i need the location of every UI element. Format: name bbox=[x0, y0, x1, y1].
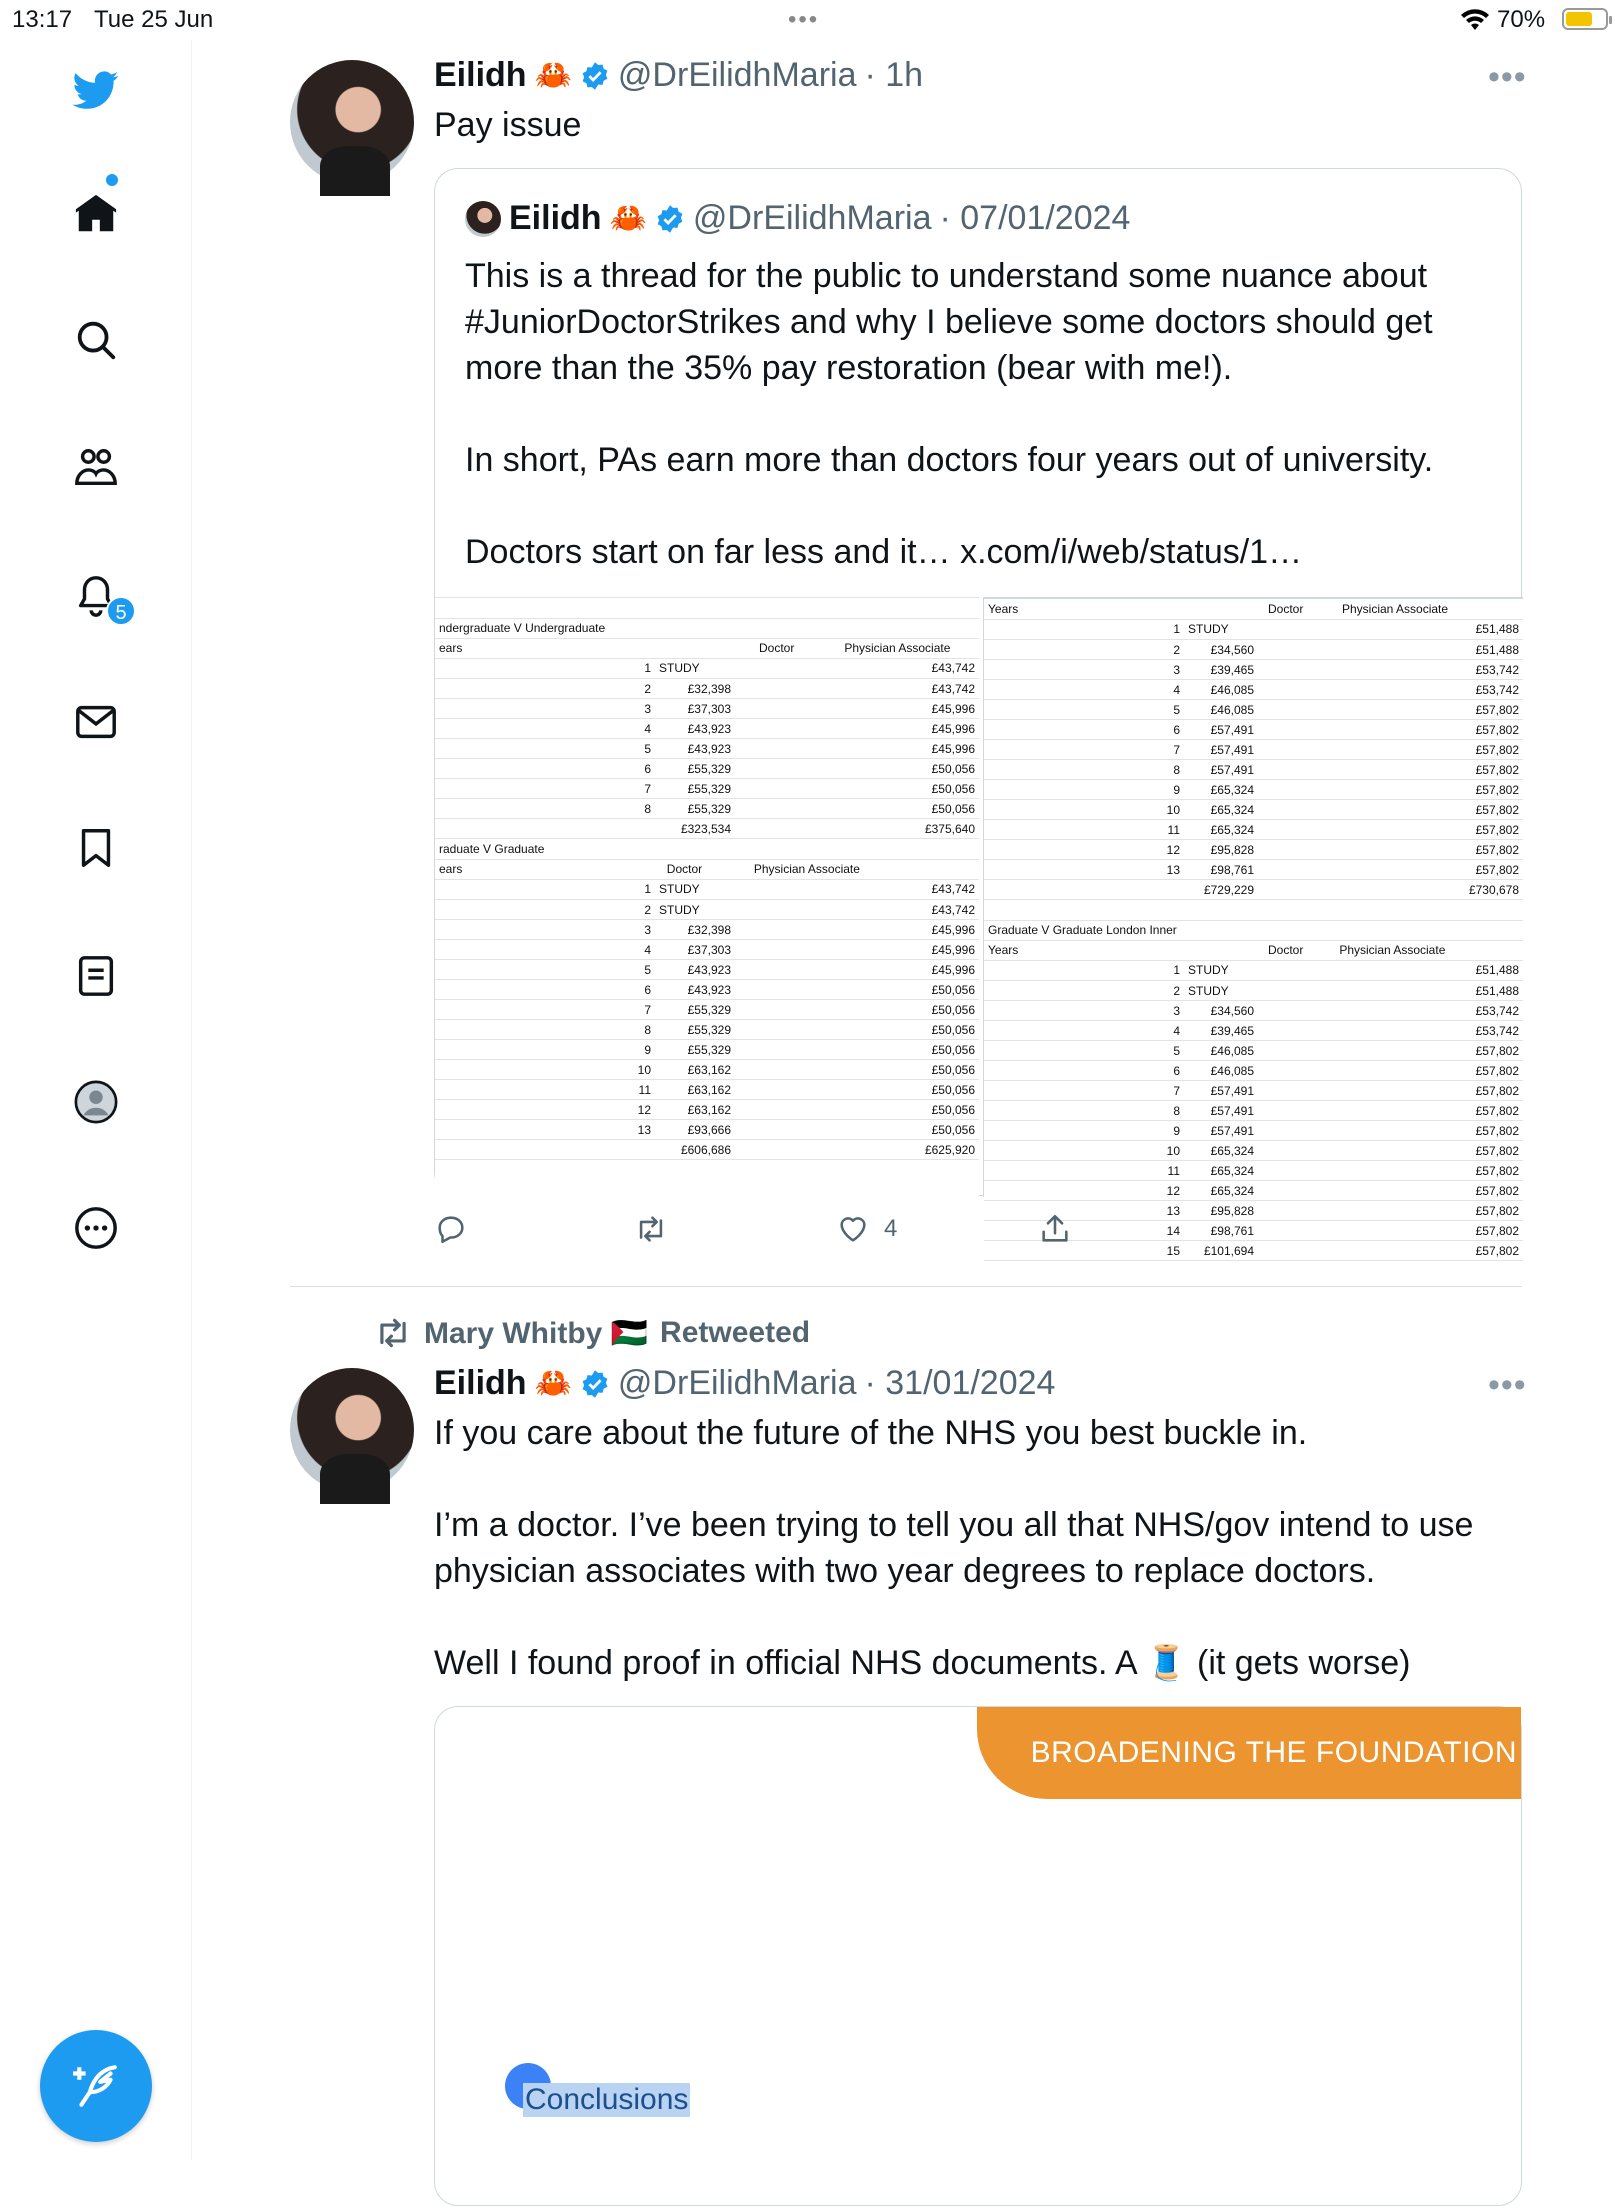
sheet-cell: £43,923 bbox=[655, 960, 735, 980]
retweeted-label: Retweeted bbox=[660, 1316, 811, 1349]
sheet-cell: £57,491 bbox=[1184, 1121, 1258, 1141]
sheet-cell: 6 bbox=[984, 1061, 1184, 1081]
tweet1-header bbox=[434, 56, 923, 95]
verified-badge-icon bbox=[655, 204, 685, 234]
sheet-cell: £57,802 bbox=[1258, 860, 1523, 880]
sheet-cell: £57,802 bbox=[1258, 1161, 1523, 1181]
sheet-cell: 2 bbox=[984, 640, 1184, 660]
sheet-row bbox=[984, 1081, 1523, 1101]
sheet-cell: 10 bbox=[435, 1060, 655, 1080]
sheet-cell: £43,742 bbox=[735, 880, 979, 900]
sheet-cell: £51,488 bbox=[1258, 961, 1523, 981]
sheet-cell: £57,802 bbox=[1258, 1081, 1523, 1101]
sheet-row bbox=[435, 659, 979, 679]
sheet-cell: £57,802 bbox=[1258, 1101, 1523, 1121]
sheet-cell: 3 bbox=[435, 920, 655, 940]
sheet-cell: £55,329 bbox=[655, 759, 735, 779]
sheet-cell: £37,303 bbox=[655, 699, 735, 719]
communities-icon[interactable] bbox=[68, 440, 124, 496]
quote-avatar bbox=[465, 201, 501, 237]
spreadsheet-image-right[interactable] bbox=[983, 597, 1523, 1258]
sheet-title: ndergraduate V Undergraduate bbox=[435, 618, 755, 638]
sheet-cell: 5 bbox=[984, 1041, 1184, 1061]
sheet-cell: £57,802 bbox=[1258, 1141, 1523, 1161]
tweet1-handle[interactable]: @DrEilidhMaria bbox=[617, 56, 857, 94]
sheet-row bbox=[984, 1021, 1523, 1041]
battery-percent: 70% bbox=[1497, 6, 1546, 33]
sheet-cell: £63,162 bbox=[655, 1080, 735, 1100]
sheet-col-doctor: Doctor bbox=[663, 859, 750, 879]
sheet-cell: £43,742 bbox=[735, 679, 979, 699]
tweet2-text: If you care about the future of the NHS you best buckle in. I’m a doctor. I’ve been trying to tell you all that NHS/gov intend to use physician associates with two year degrees to replace doctors. Well I found proof in official NHS documents. A 🧵 (it gets worse) bbox=[434, 1414, 1474, 1682]
sheet-cell: 1 bbox=[984, 961, 1184, 981]
sheet-cell: £57,802 bbox=[1258, 720, 1523, 740]
sheet-cell: £55,329 bbox=[655, 1020, 735, 1040]
sheet-cell: 1 bbox=[984, 620, 1184, 640]
sheet-row bbox=[435, 980, 979, 1000]
sheet-row bbox=[435, 1040, 979, 1060]
sheet-col-doctor: Doctor bbox=[755, 638, 840, 658]
sheet-row bbox=[435, 1100, 979, 1120]
sheet-cell: £65,324 bbox=[1184, 1161, 1258, 1181]
tweet1-avatar[interactable] bbox=[290, 60, 414, 184]
tweet2-author-name[interactable]: Eilidh bbox=[434, 1364, 527, 1402]
sheet-cell: 12 bbox=[435, 1100, 655, 1120]
sheet-cell: £43,923 bbox=[655, 980, 735, 1000]
sheet-cell: £46,085 bbox=[1184, 680, 1258, 700]
sheet-cell: £606,686 bbox=[655, 1140, 735, 1160]
like-button[interactable] bbox=[836, 1212, 897, 1246]
sheet-cell: £65,324 bbox=[1184, 1141, 1258, 1161]
sheet-cell: £45,996 bbox=[735, 699, 979, 719]
sheet-row bbox=[984, 700, 1523, 720]
sheet-cell: STUDY bbox=[655, 659, 735, 679]
sheet-cell: 4 bbox=[435, 719, 655, 739]
retweeted-by-name[interactable]: Mary Whitby 🇵🇸 bbox=[424, 1316, 649, 1350]
sheet-row bbox=[984, 820, 1523, 840]
sheet-cell: £53,742 bbox=[1258, 1021, 1523, 1041]
sheet-cell: 6 bbox=[984, 720, 1184, 740]
tweet2-image[interactable] bbox=[434, 1706, 1522, 2206]
sheet-cell: £57,802 bbox=[1258, 760, 1523, 780]
tweet1-time[interactable]: · 1h bbox=[864, 56, 924, 94]
spreadsheet-image-left[interactable] bbox=[435, 597, 979, 1197]
sheet-cell: £53,742 bbox=[1258, 1001, 1523, 1021]
sheet-cell: £46,085 bbox=[1184, 700, 1258, 720]
sheet-cell: 9 bbox=[984, 1121, 1184, 1141]
sheet-row bbox=[435, 699, 979, 719]
twitter-logo-icon[interactable] bbox=[68, 62, 124, 118]
sheet-row bbox=[984, 1101, 1523, 1121]
sheet-cell: £65,324 bbox=[1184, 800, 1258, 820]
sheet-cell: £57,802 bbox=[1258, 1221, 1523, 1241]
sheet-cell: £50,056 bbox=[735, 1040, 979, 1060]
quote-handle: @DrEilidhMaria bbox=[692, 199, 932, 237]
sheet-cell: 12 bbox=[984, 840, 1184, 860]
sheet-row bbox=[435, 719, 979, 739]
sheet-row bbox=[435, 1140, 979, 1160]
sheet-row bbox=[435, 1080, 979, 1100]
sheet-row bbox=[435, 739, 979, 759]
home-icon[interactable] bbox=[68, 186, 124, 242]
sheet-cell: £101,694 bbox=[1184, 1241, 1258, 1261]
sheet-cell: £50,056 bbox=[735, 1080, 979, 1100]
sheet-cell: £57,802 bbox=[1258, 820, 1523, 840]
sheet-cell: £51,488 bbox=[1258, 640, 1523, 660]
sheet-cell: £55,329 bbox=[655, 1000, 735, 1020]
heart-icon bbox=[836, 1212, 870, 1246]
verified-badge-icon bbox=[580, 1369, 610, 1399]
sheet-cell: 5 bbox=[984, 700, 1184, 720]
sheet-cell: £57,802 bbox=[1258, 780, 1523, 800]
sheet-cell: £55,329 bbox=[655, 779, 735, 799]
sheet-cell: 7 bbox=[435, 1000, 655, 1020]
sheet-cell: £57,802 bbox=[1258, 740, 1523, 760]
sheet-cell: 4 bbox=[984, 1021, 1184, 1041]
sheet-cell: £46,085 bbox=[1184, 1041, 1258, 1061]
sheet-cell: £43,923 bbox=[655, 739, 735, 759]
sheet-cell: £65,324 bbox=[1184, 780, 1258, 800]
tweet2-header bbox=[434, 1364, 1055, 1403]
sheet-col-doctor: Doctor bbox=[1264, 940, 1335, 960]
sheet-row bbox=[984, 981, 1523, 1001]
quote-header bbox=[465, 199, 1130, 238]
sheet-cell: £57,802 bbox=[1258, 840, 1523, 860]
sheet-cell: £375,640 bbox=[735, 819, 979, 839]
sheet-cell: STUDY bbox=[655, 880, 735, 900]
tweet2-handle[interactable]: @DrEilidhMaria bbox=[617, 1364, 857, 1402]
sheet-cell: 2 bbox=[435, 900, 655, 920]
sheet-col-pa: Physician Associate bbox=[1335, 940, 1523, 960]
sheet-cell: £57,491 bbox=[1184, 720, 1258, 740]
quote-tweet-card[interactable] bbox=[434, 168, 1522, 1258]
sheet-row bbox=[984, 1141, 1523, 1161]
sheet-cell: £50,056 bbox=[735, 1000, 979, 1020]
profile-avatar-icon[interactable] bbox=[68, 1074, 124, 1130]
sheet-row bbox=[984, 840, 1523, 860]
status-time: 13:17 bbox=[12, 6, 73, 33]
messages-envelope-icon[interactable] bbox=[68, 694, 124, 750]
sheet-cell: £63,162 bbox=[655, 1100, 735, 1120]
sheet-cell bbox=[435, 819, 655, 839]
sheet-cell: £50,056 bbox=[735, 1060, 979, 1080]
sheet-cell: 1 bbox=[435, 659, 655, 679]
reply-button[interactable] bbox=[434, 1212, 468, 1246]
quote-text: This is a thread for the public to understand some nuance about #JuniorDoctorStrikes and why I believe some doctors should get more than the 35% pay restoration (bear with me!). In short, PAs earn more than doctors four years out of university. Doctors start on far less and it… x.com/i/web/status/1… bbox=[465, 257, 1434, 571]
sheet-cell bbox=[435, 1140, 655, 1160]
verified-badge-icon bbox=[580, 61, 610, 91]
sheet-row bbox=[435, 799, 979, 819]
sheet-cell: £729,229 bbox=[1184, 880, 1258, 900]
sheet-cell: £57,491 bbox=[1184, 740, 1258, 760]
sheet-cell: 2 bbox=[984, 981, 1184, 1001]
tweet1-more-button[interactable]: ••• bbox=[1488, 58, 1527, 96]
sheet-cell: £323,534 bbox=[655, 819, 735, 839]
sheet-row bbox=[984, 760, 1523, 780]
sheet-row bbox=[984, 660, 1523, 680]
sheet-row bbox=[435, 900, 979, 920]
sheet-row bbox=[984, 1001, 1523, 1021]
sheet-cell: £43,923 bbox=[655, 719, 735, 739]
sheet-cell: STUDY bbox=[1184, 620, 1258, 640]
sheet-cell: £55,329 bbox=[655, 799, 735, 819]
sheet-cell: £43,742 bbox=[735, 900, 979, 920]
tweet2-more-button[interactable]: ••• bbox=[1488, 1366, 1527, 1404]
sheet-row bbox=[984, 720, 1523, 740]
sheet-row bbox=[435, 1000, 979, 1020]
retweeted-by-line bbox=[374, 1314, 810, 1352]
sheet-cell: £53,742 bbox=[1258, 660, 1523, 680]
sheet-cell: 14 bbox=[984, 1221, 1184, 1241]
sheet-row bbox=[435, 1020, 979, 1040]
sheet-cell: 6 bbox=[435, 759, 655, 779]
sheet-cell: £57,802 bbox=[1258, 1201, 1523, 1221]
sheet-cell: £65,324 bbox=[1184, 1181, 1258, 1201]
sheet-col-pa: Physician Associate bbox=[1338, 599, 1523, 619]
sheet-cell: 6 bbox=[435, 980, 655, 1000]
sheet-col-pa: Physician Associate bbox=[840, 638, 979, 658]
tweet1-author-name[interactable]: Eilidh bbox=[434, 56, 527, 94]
sheet-cell: £57,802 bbox=[1258, 1061, 1523, 1081]
sheet-title: Graduate V Graduate London Inner bbox=[984, 920, 1264, 940]
share-button[interactable] bbox=[1038, 1212, 1072, 1246]
retweet-button[interactable] bbox=[634, 1212, 668, 1246]
search-icon[interactable] bbox=[68, 312, 124, 368]
sheet-row bbox=[435, 920, 979, 940]
quote-time: · 07/01/2024 bbox=[939, 199, 1131, 237]
sheet-cell: £45,996 bbox=[735, 739, 979, 759]
sheet-cell: £65,324 bbox=[1184, 820, 1258, 840]
sheet-row bbox=[984, 680, 1523, 700]
sheet-cell bbox=[984, 880, 1184, 900]
sheet-cell: £45,996 bbox=[735, 719, 979, 739]
sheet-cell: 7 bbox=[984, 1081, 1184, 1101]
status-date: Tue 25 Jun bbox=[94, 6, 214, 33]
sheet-cell: £625,920 bbox=[735, 1140, 979, 1160]
sheet-cell: £57,802 bbox=[1258, 700, 1523, 720]
sheet-cell: £57,802 bbox=[1258, 800, 1523, 820]
sheet-row bbox=[984, 740, 1523, 760]
sheet-cell: 1 bbox=[435, 880, 655, 900]
sheet-row bbox=[984, 640, 1523, 660]
sheet-col-doctor: Doctor bbox=[1264, 599, 1338, 619]
sheet-col-pa: Physician Associate bbox=[750, 859, 979, 879]
sheet-cell: £43,742 bbox=[735, 659, 979, 679]
sheet-row bbox=[984, 620, 1523, 640]
sheet-cell: 9 bbox=[435, 1040, 655, 1060]
sheet-cell: 4 bbox=[984, 680, 1184, 700]
sheet-title: raduate V Graduate bbox=[435, 839, 663, 859]
sheet-cell: £57,491 bbox=[1184, 1101, 1258, 1121]
sheet-cell: £50,056 bbox=[735, 779, 979, 799]
sheet-cell: 4 bbox=[435, 940, 655, 960]
sheet-cell: £50,056 bbox=[735, 1100, 979, 1120]
sheet-cell: £57,491 bbox=[1184, 1081, 1258, 1101]
sheet-cell: £57,491 bbox=[1184, 760, 1258, 780]
sheet-row bbox=[984, 961, 1523, 981]
sheet-row bbox=[984, 860, 1523, 880]
sheet-cell: £51,488 bbox=[1258, 981, 1523, 1001]
sheet-cell: £50,056 bbox=[735, 759, 979, 779]
sheet-cell: £53,742 bbox=[1258, 680, 1523, 700]
sheet-cell: £32,398 bbox=[655, 679, 735, 699]
sheet-cell: £98,761 bbox=[1184, 1221, 1258, 1241]
sheet-cell: £57,802 bbox=[1258, 1041, 1523, 1061]
sheet-cell: 3 bbox=[435, 699, 655, 719]
sheet-cell: £95,828 bbox=[1184, 1201, 1258, 1221]
sheet-row bbox=[984, 800, 1523, 820]
sheet-cell: £50,056 bbox=[735, 980, 979, 1000]
sheet-cell: 7 bbox=[435, 779, 655, 799]
sheet-cell: 5 bbox=[435, 739, 655, 759]
tweet1-text: Pay issue bbox=[434, 106, 582, 144]
tweet1-actions bbox=[434, 1212, 1522, 1262]
sheet-row bbox=[435, 779, 979, 799]
tweet2-time[interactable]: · 31/01/2024 bbox=[864, 1364, 1056, 1402]
retweet-icon bbox=[374, 1314, 412, 1352]
sheet-cell: 8 bbox=[435, 799, 655, 819]
feather-plus-icon bbox=[71, 2061, 121, 2111]
sheet-cell: 9 bbox=[984, 780, 1184, 800]
sheet-row bbox=[984, 1161, 1523, 1181]
sheet-col-years: ears bbox=[435, 638, 755, 658]
sheet-cell: 15 bbox=[984, 1241, 1184, 1261]
sheet-cell: 8 bbox=[435, 1020, 655, 1040]
sheet-cell: STUDY bbox=[655, 900, 735, 920]
wifi-icon bbox=[1460, 8, 1490, 39]
sheet-cell: £37,303 bbox=[655, 940, 735, 960]
selected-text-conclusions: Conclusions bbox=[525, 2083, 689, 2116]
sheet-cell: £93,666 bbox=[655, 1120, 735, 1140]
sheet-cell: 8 bbox=[984, 760, 1184, 780]
tweet-divider bbox=[290, 1286, 1522, 1287]
sheet-cell: £63,162 bbox=[655, 1060, 735, 1080]
sheet-col-years: ears bbox=[435, 859, 663, 879]
sidebar bbox=[0, 40, 192, 2160]
sheet-row bbox=[435, 960, 979, 980]
compose-tweet-button[interactable] bbox=[40, 2030, 152, 2142]
multitasking-dots[interactable]: ••• bbox=[788, 6, 820, 33]
sheet-cell: 7 bbox=[984, 740, 1184, 760]
share-icon bbox=[1038, 1212, 1072, 1246]
crab-emoji: 🦀 bbox=[534, 1367, 572, 1400]
bookmark-icon[interactable] bbox=[68, 820, 124, 876]
sheet-row bbox=[984, 780, 1523, 800]
sheet-row bbox=[984, 1041, 1523, 1061]
quote-author-name: Eilidh bbox=[509, 199, 602, 237]
sheet-cell: £730,678 bbox=[1258, 880, 1523, 900]
sheet-row bbox=[435, 679, 979, 699]
sheet-cell: 13 bbox=[435, 1120, 655, 1140]
sheet-cell: £39,465 bbox=[1184, 660, 1258, 680]
sheet-cell: £57,802 bbox=[1258, 1181, 1523, 1201]
sheet-col-years: Years bbox=[984, 599, 1264, 619]
sheet-row bbox=[984, 880, 1523, 900]
sheet-row bbox=[984, 1181, 1523, 1201]
sheet-cell: £50,056 bbox=[735, 1120, 979, 1140]
sheet-cell: 11 bbox=[984, 820, 1184, 840]
sheet-cell: STUDY bbox=[1184, 961, 1258, 981]
status-bar bbox=[0, 0, 1620, 40]
sheet-cell: £98,761 bbox=[1184, 860, 1258, 880]
like-count: 4 bbox=[884, 1215, 898, 1242]
retweet-icon bbox=[634, 1212, 668, 1246]
sheet-cell: £45,996 bbox=[735, 940, 979, 960]
sheet-cell: £46,085 bbox=[1184, 1061, 1258, 1081]
sheet-row bbox=[435, 1060, 979, 1080]
sheet-cell: £57,802 bbox=[1258, 1121, 1523, 1141]
battery-icon bbox=[1562, 8, 1608, 30]
sheet-cell: 13 bbox=[984, 860, 1184, 880]
sheet-cell: £95,828 bbox=[1184, 840, 1258, 860]
crab-emoji: 🦀 bbox=[534, 59, 572, 92]
sheet-cell: 8 bbox=[984, 1101, 1184, 1121]
sheet-row bbox=[435, 940, 979, 960]
sheet-cell: 2 bbox=[435, 679, 655, 699]
sheet-cell: 11 bbox=[435, 1080, 655, 1100]
sheet-row bbox=[984, 1121, 1523, 1141]
sheet-cell: £55,329 bbox=[655, 1040, 735, 1060]
sheet-row bbox=[435, 759, 979, 779]
sheet-cell: £51,488 bbox=[1258, 620, 1523, 640]
reply-icon bbox=[434, 1212, 468, 1246]
sheet-cell: 10 bbox=[984, 1141, 1184, 1161]
sheet-cell: 3 bbox=[984, 1001, 1184, 1021]
sheet-cell: 13 bbox=[984, 1201, 1184, 1221]
tweet2-avatar[interactable] bbox=[290, 1368, 414, 1492]
sheet-cell: 10 bbox=[984, 800, 1184, 820]
sheet-cell: 11 bbox=[984, 1161, 1184, 1181]
notifications-badge: 5 bbox=[106, 596, 136, 626]
sheet-cell: £50,056 bbox=[735, 799, 979, 819]
sheet-cell: £45,996 bbox=[735, 920, 979, 940]
sheet-cell: £39,465 bbox=[1184, 1021, 1258, 1041]
sheet-col-years: Years bbox=[984, 940, 1264, 960]
sheet-row bbox=[435, 880, 979, 900]
sheet-row bbox=[435, 819, 979, 839]
home-unread-dot bbox=[106, 174, 118, 186]
sheet-cell: 3 bbox=[984, 660, 1184, 680]
sheet-cell: £50,056 bbox=[735, 1020, 979, 1040]
sheet-cell: STUDY bbox=[1184, 981, 1258, 1001]
sheet-cell: £57,802 bbox=[1258, 1241, 1523, 1261]
sheet-cell: 12 bbox=[984, 1181, 1184, 1201]
sheet-cell: £45,996 bbox=[735, 960, 979, 980]
sheet-row bbox=[435, 1120, 979, 1140]
document-banner: BROADENING THE FOUNDATION bbox=[977, 1707, 1521, 1799]
sheet-cell: £34,560 bbox=[1184, 640, 1258, 660]
more-circle-icon[interactable] bbox=[68, 1200, 124, 1256]
sheet-cell: £34,560 bbox=[1184, 1001, 1258, 1021]
lists-icon[interactable] bbox=[68, 948, 124, 1004]
sheet-row bbox=[984, 1061, 1523, 1081]
sheet-cell: £32,398 bbox=[655, 920, 735, 940]
crab-emoji: 🦀 bbox=[609, 202, 647, 235]
sheet-cell: 5 bbox=[435, 960, 655, 980]
